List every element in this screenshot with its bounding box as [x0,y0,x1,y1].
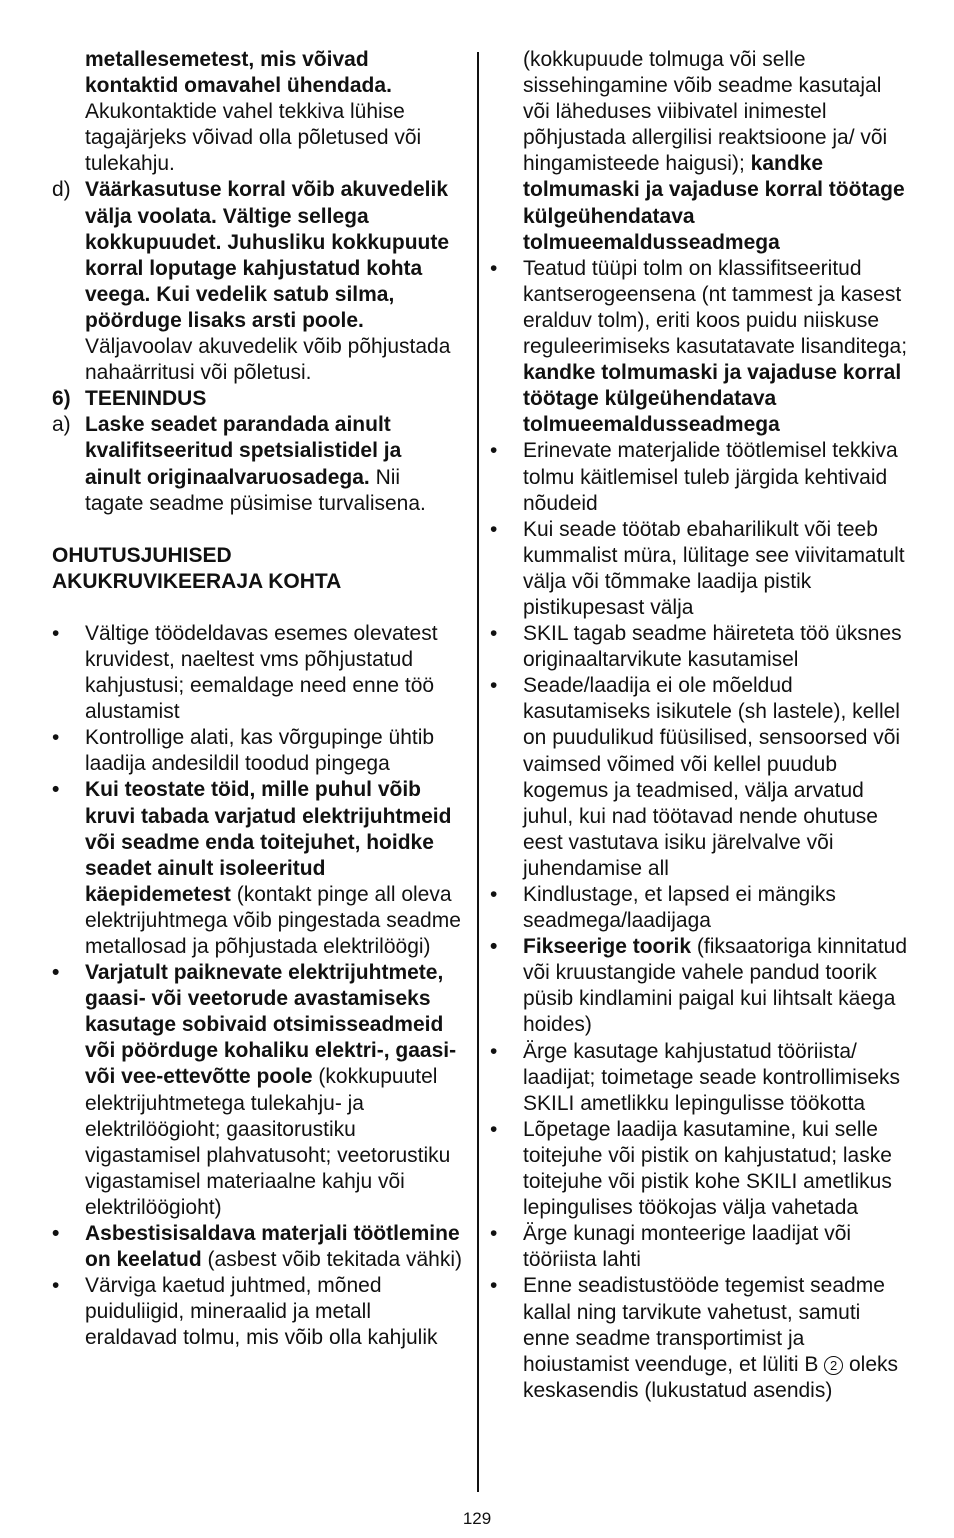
bullet-item: • Seade/laadija ei ole mõeldud kasutamiseks isikutele (sh lastele), kellel on puudulikud füüsilised, sensoorsed või vaimsed võimed või kellel puudub kogemus ja teadmised, välja arvatud juhul, kui nad töötavad nende ohutuse eest vastutava isiku järelvalve või juhendamise all [490,674,901,880]
bullet-icon: • [490,439,498,463]
right-column [490,47,910,1404]
bullet-item: • Asbestisisaldava materjali töötlemine on keelatud (asbest võib tekitada vähki) [52,1222,462,1272]
bullet-icon: • [52,1222,60,1246]
bullet-item: • Varjatult paiknevate elektrijuhtmete, gaasi- või veetorude avastamiseks kasutage sobivaid otsimisseadmeid või pöörduge kohaliku elektri-, gaasi- või vee-ettevõtte poole (kokkupuutel elektrijuhtmetega tulekahju- ja elektrilöögioht; gaasitorustiku vigastamisel plahvatusoht; veetorustiku vigastamisel materiaalne kahju või elektrilöögioht) [52,961,457,1219]
bullet-item: • Kindlustage, et lapsed ei mängiks seadmega/laadijaga [490,883,836,933]
bullet-item: • Teatud tüüpi tolm on klassifitseeritud kantserogeensena (nt tammest ja kasest eralduv tolm), eriti koos puidu niiskuse reguleerimiseks kasutatavate lisanditega; kandke tolmumaski ja vajaduse korral töötage külgeühendatava tolmueemaldusseadmega [490,256,908,437]
bullet-item: • Ärge kasutage kahjustatud tööriista/ laadijat; toimetage seade kontrollimiseks SKILI ametlikku lepingulisse töökotta [490,1039,901,1115]
bullet-icon: • [490,517,498,541]
bullet-icon: • [52,1274,60,1298]
bullet-item: • Fikseerige toorik (fiksaatoriga kinnitatud või kruustangide vahele pandud toorik püsib kindlamini paigal kui lihtsalt käega hoides) [490,935,908,1037]
bullet-item: • Kontrollige alati, kas võrgupinge ühtib laadija andesildil toodud pingega [52,726,435,776]
bullet-item: • Ärge kunagi monteerige laadijat või tööriista lahti [490,1222,852,1272]
left-column [52,47,462,1352]
list-marker: d) [52,178,71,202]
bullet-icon: • [490,1039,498,1063]
bullet-item: • Erinevate materjalide töötlemisel tekkiva tolmu käitlemisel tuleb järgida kehtivaid nõudeid [490,439,898,515]
bullet-item: • SKIL tagab seadme häireteta töö üksnes originaaltarvikute kasutamisel [490,622,902,672]
bullet-icon: • [490,1117,498,1141]
bullet-continuation: (kokkupuude tolmuga või selle sissehingamine võib seadme kasutajal või läheduses viibivatel inimestel põhjustada allergilisi reaktsioone ja/ või hingamisteede haigusi); kandke tolmumaski ja vajaduse korral töötage külgeühendatava tolmueemaldusseadmega [523,48,905,254]
bullet-icon: • [52,961,60,985]
list-marker: a) [52,413,71,437]
bullet-icon: • [52,621,60,645]
bullet-icon: • [490,883,498,906]
bullet-icon: • [490,1222,498,1246]
bullet-icon: • [52,778,60,802]
bullet-icon: • [490,1274,498,1298]
bullet-item: • Värviga kaetud juhtmed, mõned puiduliigid, mineraalid ja metall eraldavad tolmu, mis võib olla kahjulik [52,1274,438,1350]
column-divider [477,52,479,1492]
figure-reference-icon: 2 [824,1356,843,1375]
bullet-icon: • [490,935,498,959]
bullet-item: • Lõpetage laadija kasutamine, kui selle toitejuhe või pistik on kahjustatud; laske toitejuhe või pistik kohe SKILI ametlikus lepingulises töökojas välja vahetada [490,1117,892,1220]
bullet-icon: • [490,674,498,698]
bullet-icon: • [52,726,60,750]
bullet-item: • Kui seade töötab ebaharilikult või teeb kummalist müra, lülitage see viivitamatult välja või tõmmake laadija pistik pistikupesast välja [490,517,905,619]
section-number: 6) [52,387,71,411]
section-heading-6: 6) TEENINDUS [52,386,462,412]
list-item-d: d) Väärkasutuse korral võib akuvedelik välja voolata. Vältige sellega kokkupuudet. Juhusliku kokkupuute korral loputage kahjustatud kohta veega. Kui vedelik satub silma, pöörduge lisaks arsti poole. Väljavoolav akuvedelik võib põhjustada nahaärritusi või põletusi. [52,178,451,385]
bullet-icon: • [490,622,498,646]
bullet-item: • Kui teostate töid, mille puhul võib kruvi tabada varjatud elektrijuhtmeid või seadme enda toitejuhet, hoidke seadet ainult isoleeritud käepidemetest (kontakt pinge all oleva elektrijuhtmega võib pingestada seadme metallosad ja põhjustada elektrilöögi) [52,778,461,958]
bullet-item: • Enne seadistustööde tegemist seadme kallal ning tarvikute vahetust, samuti enne seadme transportimist ja hoiustamist veenduge, et lüliti B 2 oleks keskasendis (lukustatud asendis) [490,1274,899,1402]
safety-heading: OHUTUSJUHISED AKUKRUVIKEERAJA KOHTA [52,543,342,593]
bullet-item: • Vältige töödeldavas esemes olevatest kruvidest, naeltest vms põhjustatud kahjustusi; eemaldage need enne töö alustamist [52,621,438,724]
intro-continuation: metallesemetest, mis võivad kontaktid omavahel ühendada. Akukontaktide vahel tekkiva lühise tagajärjeks võivad olla põletused või tulekahju. [85,48,422,176]
list-item-a: a) Laske seadet parandada ainult kvalifitseeritud spetsialistidel ja ainult originaalvaruosadega. Nii tagate seadme püsimise turvalisena. [52,413,426,515]
bullet-icon: • [490,256,498,280]
page-number: 129 [462,1509,492,1528]
